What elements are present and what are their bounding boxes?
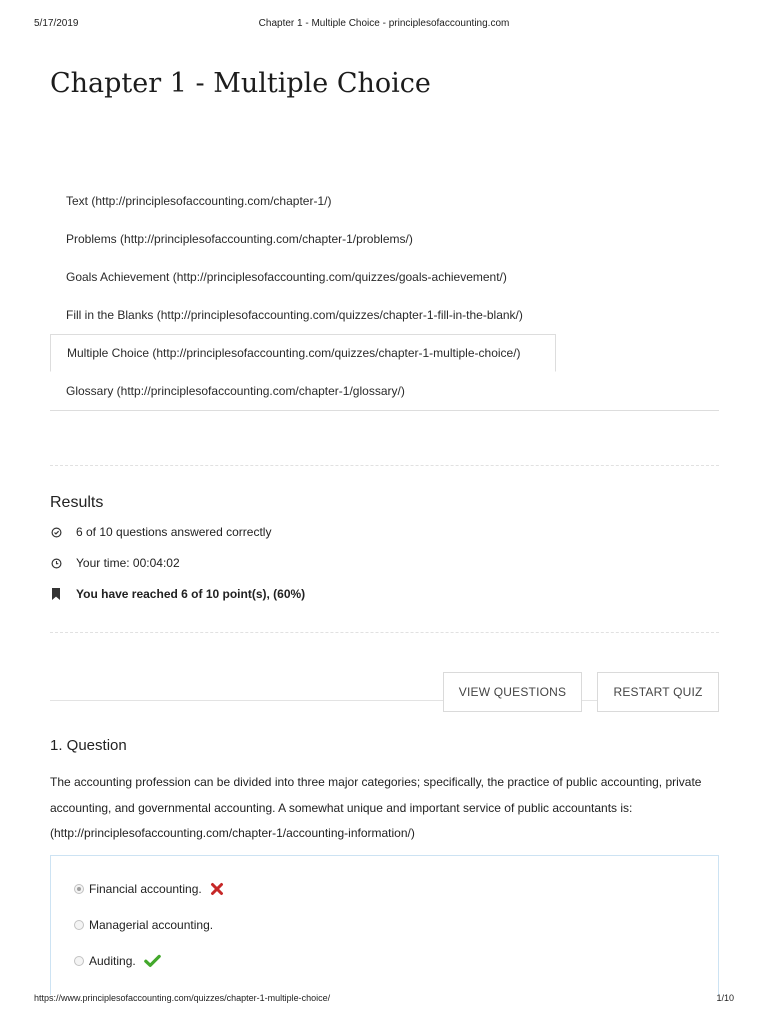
print-url: https://www.principlesofaccounting.com/quizzes/chapter-1-multiple-choice/ [34,993,331,1003]
print-page-number: 1/10 [716,993,734,1003]
answer-radio[interactable] [74,920,84,930]
chapter-tab-list [50,182,719,411]
correct-check-icon [144,954,161,968]
page-title: Chapter 1 - Multiple Choice [50,68,431,99]
answer-radio[interactable] [74,884,84,894]
tab-goals-achievement[interactable]: Goals Achievement (http://principlesofaccounting.com/quizzes/goals-achievement/) [66,270,507,284]
print-title: Chapter 1 - Multiple Choice - principlesofaccounting.com [258,18,510,29]
print-footer [34,993,734,1007]
answer-label: Managerial accounting. [89,918,214,932]
print-date: 5/17/2019 [34,18,79,29]
results-points-row [50,587,305,601]
check-circle-icon [50,526,62,538]
bookmark-icon [50,588,62,600]
answer-list [50,855,719,995]
answer-option[interactable] [74,954,161,968]
answer-label: Financial accounting. [89,882,202,896]
tab-glossary[interactable]: Glossary (http://principlesofaccounting.com/chapter-1/glossary/) [66,384,405,398]
clock-icon [50,557,62,569]
view-questions-button[interactable]: VIEW QUESTIONS [443,672,582,712]
tab-problems[interactable]: Problems (http://principlesofaccounting.com/chapter-1/problems/) [66,232,413,246]
answer-radio[interactable] [74,956,84,966]
answer-option[interactable] [74,918,213,932]
question-text: The accounting profession can be divided into three major categories; specifically, the practice of public accounting, private accounting, and governmental accounting. A somewhat unique and important service of public accountants is: (http://principlesofaccounting.com/chapter-1/accounting-information/) [50,775,702,840]
answer-option[interactable] [74,882,224,896]
results-answered-text: 6 of 10 questions answered correctly [76,525,272,539]
results-heading: Results [50,494,104,511]
tab-multiple-choice[interactable]: Multiple Choice (http://principlesofaccounting.com/quizzes/chapter-1-multiple-choice/) [50,334,556,372]
results-points-text: You have reached 6 of 10 point(s), (60%) [76,587,306,601]
restart-quiz-button[interactable]: RESTART QUIZ [597,672,719,712]
divider [50,465,719,466]
incorrect-x-icon [210,882,224,896]
print-header [34,18,734,32]
results-answered-row [50,525,271,539]
results-time-text: Your time: 00:04:02 [76,556,180,570]
results-time-row [50,556,180,570]
answer-label: Auditing. [89,954,136,968]
question-title: 1. Question [50,737,127,754]
tab-fill-in-the-blanks[interactable]: Fill in the Blanks (http://principlesofaccounting.com/quizzes/chapter-1-fill-in-the-blank/) [66,308,523,322]
tab-text[interactable]: Text (http://principlesofaccounting.com/chapter-1/) [66,194,332,208]
divider [50,632,719,633]
